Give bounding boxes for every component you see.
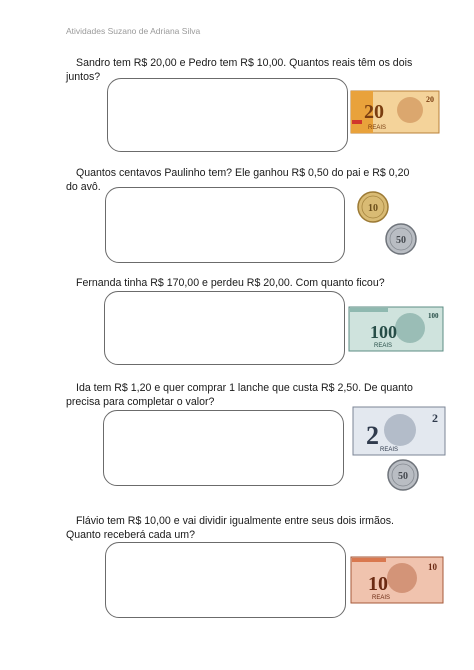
bill-10-image xyxy=(350,556,444,604)
question-3 xyxy=(66,276,416,290)
question-5-text: Flávio tem R$ 10,00 e vai dividir igualmente entre seus dois irmãos. Quanto receberá cada um? xyxy=(66,515,394,541)
answer-box-5[interactable] xyxy=(105,542,346,618)
bill-20-corner-value: 20 xyxy=(426,95,434,104)
bill-2-corner-value: 2 xyxy=(432,411,438,425)
question-5 xyxy=(66,514,416,542)
bill-100-value: 100 xyxy=(370,322,397,342)
bill-2-image xyxy=(352,406,446,456)
coin-50-value: 50 xyxy=(396,235,406,246)
bill-10-value: 10 xyxy=(368,573,388,595)
bill-20-value: 20 xyxy=(364,101,384,123)
bill-2-value: 2 xyxy=(366,421,379,450)
bill-20-label: REAIS xyxy=(368,125,387,131)
question-2-text: Quantos centavos Paulinho tem? Ele ganhou R$ 0,50 do pai e R$ 0,20 do avô. xyxy=(66,167,410,193)
page-header: Atividades Suzano de Adriana Silva xyxy=(66,26,201,36)
coin-50-image xyxy=(384,222,418,256)
question-3-text: Fernanda tinha R$ 170,00 e perdeu R$ 20,00. Com quanto ficou? xyxy=(76,277,385,289)
bill-100-corner-value: 100 xyxy=(428,312,439,320)
coin-10-image xyxy=(356,190,390,224)
bill-10-label: REAIS xyxy=(372,595,391,601)
question-4 xyxy=(66,381,416,409)
bill-2-label: REAIS xyxy=(380,447,399,453)
bill-100-label: REAIS xyxy=(374,343,393,349)
question-1-text: Sandro tem R$ 20,00 e Pedro tem R$ 10,00. Quantos reais têm os dois juntos? xyxy=(66,57,413,83)
bill-20-image xyxy=(350,90,440,134)
answer-box-4[interactable] xyxy=(103,410,344,486)
question-4-text: Ida tem R$ 1,20 e quer comprar 1 lanche que custa R$ 2,50. De quanto precisa para completar o valor? xyxy=(66,382,413,408)
answer-box-3[interactable] xyxy=(104,291,345,365)
answer-box-1[interactable] xyxy=(107,78,348,152)
bill-100-image xyxy=(348,306,444,352)
coin-50b-value: 50 xyxy=(398,471,408,482)
coin-50b-image xyxy=(386,458,420,492)
bill-10-corner-value: 10 xyxy=(428,562,437,572)
answer-box-2[interactable] xyxy=(105,187,345,263)
coin-10-value: 10 xyxy=(368,203,378,214)
